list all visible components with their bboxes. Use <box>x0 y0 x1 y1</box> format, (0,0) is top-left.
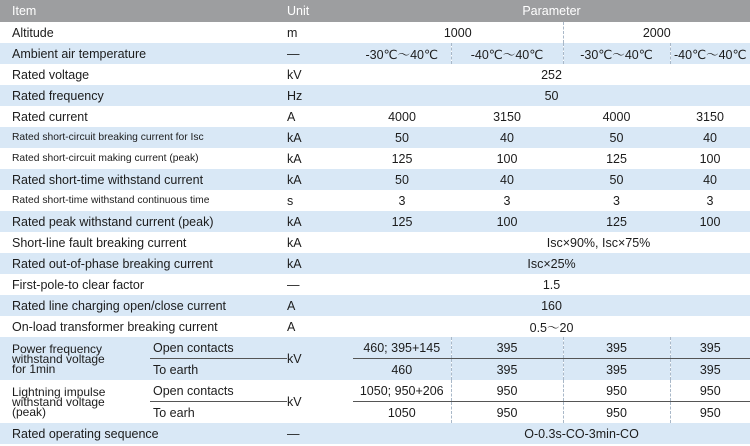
lightning-label-l2: withstand voltage <box>12 394 105 409</box>
lightning-open-v1: 1050; 950+206 <box>353 380 451 402</box>
short-time-duration-v2: 3 <box>451 190 563 211</box>
ambient-t3: -30℃～40℃ <box>563 43 670 64</box>
rated-voltage-unit: kV <box>287 64 353 85</box>
row-rated-frequency <box>0 85 750 106</box>
out-of-phase-unit: kA <box>287 253 353 274</box>
breaking-current-unit: kA <box>287 127 353 148</box>
lightning-label-l3: (peak) <box>12 404 47 419</box>
out-of-phase-value: Isc×25% <box>353 253 750 274</box>
first-pole-label: First-pole-to clear factor <box>0 274 287 295</box>
breaking-current-v1: 50 <box>353 127 451 148</box>
power-freq-earth-v4: 395 <box>670 359 750 381</box>
power-freq-earth-v3: 395 <box>563 359 670 381</box>
row-breaking-current <box>0 127 750 148</box>
power-freq-open-v3: 395 <box>563 337 670 359</box>
power-freq-unit: kV <box>287 337 353 380</box>
row-rated-voltage <box>0 64 750 85</box>
peak-current-label: Rated peak withstand current (peak) <box>0 211 287 232</box>
lightning-open-v3: 950 <box>563 380 670 402</box>
lightning-label <box>0 380 150 423</box>
row-first-pole <box>0 274 750 295</box>
short-time-current-v4: 40 <box>670 169 750 190</box>
short-line-fault-unit: kA <box>287 232 353 253</box>
lightning-open-v2: 950 <box>451 380 563 402</box>
peak-current-v3: 125 <box>563 211 670 232</box>
lightning-earth-v2: 950 <box>451 402 563 424</box>
rated-current-v3: 4000 <box>563 106 670 127</box>
row-short-line-fault <box>0 232 750 253</box>
power-freq-label-l2: withstand voltage <box>12 351 105 366</box>
rated-voltage-value: 252 <box>353 64 750 85</box>
altitude-2000: 2000 <box>563 22 750 43</box>
ambient-unit: — <box>287 43 353 64</box>
header-item: Item <box>0 0 287 22</box>
lightning-earth-v4: 950 <box>670 402 750 424</box>
peak-current-v1: 125 <box>353 211 451 232</box>
rated-current-v2: 3150 <box>451 106 563 127</box>
row-peak-current <box>0 211 750 232</box>
header-row <box>0 0 750 22</box>
making-current-v3: 125 <box>563 148 670 169</box>
ambient-label: Ambient air temperature <box>0 43 287 64</box>
power-freq-earth-v1: 460 <box>353 359 451 381</box>
transformer-label: On-load transformer breaking current <box>0 316 287 337</box>
row-sequence <box>0 423 750 444</box>
line-charging-label: Rated line charging open/close current <box>0 295 287 316</box>
lightning-earth-label: To earh <box>150 402 287 424</box>
first-pole-value: 1.5 <box>353 274 750 295</box>
lightning-open-label: Open contacts <box>150 380 287 402</box>
ambient-t2: -40℃～40℃ <box>451 43 563 64</box>
lightning-earth-v3: 950 <box>563 402 670 424</box>
short-time-duration-v4: 3 <box>670 190 750 211</box>
peak-current-v4: 100 <box>670 211 750 232</box>
short-line-fault-value: Isc×90%, Isc×75% <box>353 232 750 253</box>
lightning-label-l1: Lightning impulse <box>12 384 106 399</box>
breaking-current-v2: 40 <box>451 127 563 148</box>
breaking-current-v3: 50 <box>563 127 670 148</box>
power-freq-open-label: Open contacts <box>150 337 287 359</box>
power-freq-open-v2: 395 <box>451 337 563 359</box>
making-current-v2: 100 <box>451 148 563 169</box>
header-unit: Unit <box>287 0 353 22</box>
short-time-current-v1: 50 <box>353 169 451 190</box>
power-freq-earth-v2: 395 <box>451 359 563 381</box>
making-current-v1: 125 <box>353 148 451 169</box>
short-time-duration-v1: 3 <box>353 190 451 211</box>
short-time-current-v3: 50 <box>563 169 670 190</box>
ambient-t1: -30℃～40℃ <box>353 43 451 64</box>
row-out-of-phase <box>0 253 750 274</box>
short-time-current-v2: 40 <box>451 169 563 190</box>
sequence-label: Rated operating sequence <box>0 423 287 444</box>
row-line-charging <box>0 295 750 316</box>
short-time-current-label: Rated short-time withstand current <box>0 169 287 190</box>
power-freq-open-v1: 460; 395+145 <box>353 337 451 359</box>
rated-current-v1: 4000 <box>353 106 451 127</box>
altitude-label: Altitude <box>0 22 287 43</box>
rated-current-v4: 3150 <box>670 106 750 127</box>
peak-current-unit: kA <box>287 211 353 232</box>
ambient-t4: -40℃～40℃ <box>670 43 750 64</box>
making-current-unit: kA <box>287 148 353 169</box>
out-of-phase-label: Rated out-of-phase breaking current <box>0 253 287 274</box>
short-time-duration-v3: 3 <box>563 190 670 211</box>
row-short-time-current <box>0 169 750 190</box>
rated-voltage-label: Rated voltage <box>0 64 287 85</box>
line-charging-value: 160 <box>353 295 750 316</box>
rated-current-label: Rated current <box>0 106 287 127</box>
row-rated-current <box>0 106 750 127</box>
short-line-fault-label: Short-line fault breaking current <box>0 232 287 253</box>
row-ambient <box>0 43 750 64</box>
row-making-current <box>0 148 750 169</box>
rated-frequency-unit: Hz <box>287 85 353 106</box>
row-short-time-duration <box>0 190 750 211</box>
row-lightning-open <box>0 380 750 402</box>
making-current-v4: 100 <box>670 148 750 169</box>
header-parameter: Parameter <box>353 0 750 22</box>
lightning-open-v4: 950 <box>670 380 750 402</box>
short-time-current-unit: kA <box>287 169 353 190</box>
line-charging-unit: A <box>287 295 353 316</box>
row-altitude <box>0 22 750 43</box>
rated-frequency-value: 50 <box>353 85 750 106</box>
power-freq-label-l3: for 1min <box>12 361 56 376</box>
rated-current-unit: A <box>287 106 353 127</box>
row-power-freq-open <box>0 337 750 359</box>
altitude-1000: 1000 <box>353 22 563 43</box>
power-freq-label <box>0 337 150 380</box>
transformer-unit: A <box>287 316 353 337</box>
short-time-duration-unit: s <box>287 190 353 211</box>
power-freq-open-v4: 395 <box>670 337 750 359</box>
breaking-current-label: Rated short-circuit breaking current for Isc <box>0 127 287 148</box>
peak-current-v2: 100 <box>451 211 563 232</box>
lightning-unit: kV <box>287 380 353 423</box>
altitude-unit: m <box>287 22 353 43</box>
first-pole-unit: — <box>287 274 353 295</box>
breaking-current-v4: 40 <box>670 127 750 148</box>
sequence-unit: — <box>287 423 353 444</box>
row-transformer <box>0 316 750 337</box>
sequence-value: O-0.3s-CO-3min-CO <box>353 423 750 444</box>
making-current-label: Rated short-circuit making current (peak) <box>0 148 287 169</box>
rated-frequency-label: Rated frequency <box>0 85 287 106</box>
power-freq-earth-label: To earth <box>150 359 287 381</box>
transformer-value: 0.5～20 <box>353 316 750 337</box>
power-freq-label-l1: Power frequency <box>12 341 103 356</box>
lightning-earth-v1: 1050 <box>353 402 451 424</box>
short-time-duration-label: Rated short-time withstand continuous time <box>0 190 287 211</box>
